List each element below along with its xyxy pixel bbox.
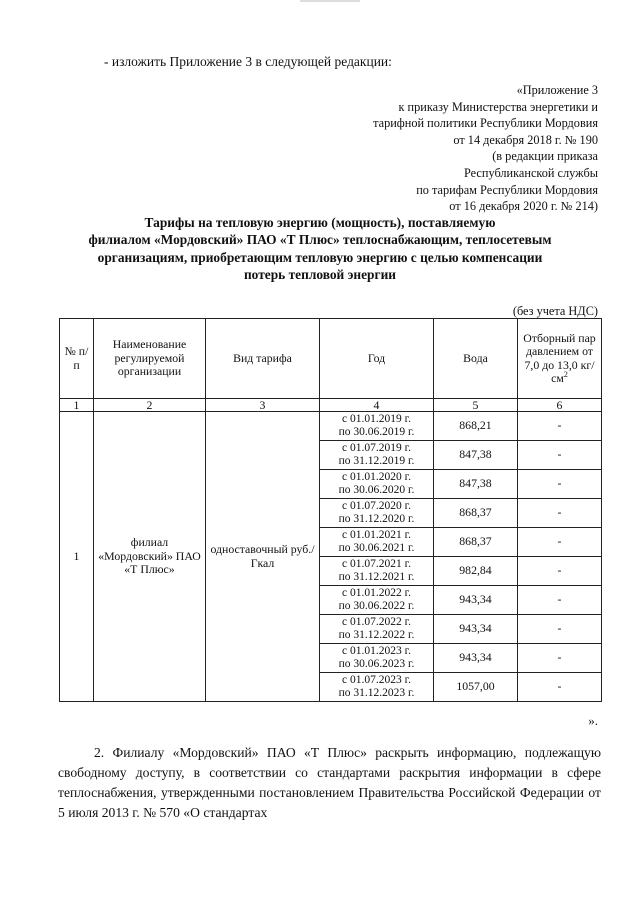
period-to: по 31.12.2022 г. [338, 629, 415, 641]
steam-tariff: - [518, 499, 602, 528]
approval-line: тарифной политики Республики Мордовия [373, 116, 598, 131]
header-water: Вода [434, 319, 518, 399]
header-num: № п/п [60, 319, 94, 399]
period-cell [320, 644, 434, 673]
column-number: 1 [60, 399, 94, 412]
period-from: с 01.07.2019 г. [342, 441, 411, 454]
page-top-mark [300, 0, 360, 2]
period-to: по 30.06.2021 г. [338, 542, 415, 554]
water-tariff: 982,84 [434, 557, 518, 586]
water-tariff: 847,38 [434, 470, 518, 499]
approval-line: по тарифам Республики Мордовия [416, 182, 598, 197]
period-cell [320, 441, 434, 470]
period-from: с 01.07.2022 г. [342, 615, 411, 628]
period-cell [320, 557, 434, 586]
org-name: филиал «Мордовский» ПАО «Т Плюс» [94, 412, 206, 702]
water-tariff: 868,21 [434, 412, 518, 441]
column-number: 2 [94, 399, 206, 412]
steam-tariff: - [518, 586, 602, 615]
steam-tariff: - [518, 441, 602, 470]
paragraph-2: 2. Филиалу «Мордовский» ПАО «Т Плюс» раскрыть информацию, подлежащую свободному доступу, в соответствии со стандартами раскрытия информации в сфере теплоснабжения, утвержденными постановлением Правительства Российской Федерации от 5 июля 2013 г. № 570 «О стандартах [58, 745, 601, 820]
table-row [60, 412, 602, 441]
period-from: с 01.07.2020 г. [342, 499, 411, 512]
steam-tariff: - [518, 615, 602, 644]
period-cell [320, 528, 434, 557]
approval-line: Республиканской службы [463, 165, 598, 180]
column-number: 4 [320, 399, 434, 412]
appendix-approval-block [373, 82, 598, 215]
period-cell [320, 499, 434, 528]
tariff-type: одноставочный руб./Гкал [206, 412, 320, 702]
approval-line: «Приложение 3 [516, 83, 598, 97]
period-from: с 01.07.2021 г. [342, 557, 411, 570]
period-from: с 01.07.2023 г. [342, 673, 411, 686]
column-number: 3 [206, 399, 320, 412]
period-from: с 01.01.2023 г. [342, 644, 411, 657]
period-cell [320, 673, 434, 702]
header-steam [518, 319, 602, 399]
period-to: по 30.06.2020 г. [338, 484, 415, 496]
water-tariff: 868,37 [434, 528, 518, 557]
vat-note: (без учета НДС) [512, 304, 598, 318]
steam-tariff: - [518, 644, 602, 673]
period-to: по 31.12.2023 г. [338, 687, 415, 699]
period-to: по 31.12.2020 г. [338, 513, 415, 525]
period-from: с 01.01.2019 г. [342, 412, 411, 425]
tariff-table [59, 318, 602, 702]
period-from: с 01.01.2020 г. [342, 470, 411, 483]
period-from: с 01.01.2021 г. [342, 528, 411, 541]
approval-line: от 14 декабря 2018 г. № 190 [453, 132, 598, 147]
period-to: по 31.12.2021 г. [338, 571, 415, 583]
steam-tariff: - [518, 528, 602, 557]
amendment-intro: - изложить Приложение 3 в следующей редакции: [104, 54, 392, 69]
steam-tariff: - [518, 557, 602, 586]
steam-tariff: - [518, 673, 602, 702]
title-line: Тарифы на тепловую энергию (мощность), поставляемую [144, 215, 496, 230]
water-tariff: 1057,00 [434, 673, 518, 702]
column-number: 5 [434, 399, 518, 412]
column-number: 6 [518, 399, 602, 412]
period-from: с 01.01.2022 г. [342, 586, 411, 599]
header-steam-sup: 2 [563, 369, 568, 379]
period-cell [320, 470, 434, 499]
approval-line: (в редакции приказа [492, 149, 598, 164]
period-to: по 30.06.2019 г. [338, 426, 415, 438]
approval-line: к приказу Министерства энергетики и [398, 99, 598, 114]
steam-tariff: - [518, 470, 602, 499]
tariff-table-body [60, 412, 602, 702]
header-org: Наименование регулируемой организации [94, 319, 206, 399]
title-line: организациям, приобретающим тепловую энергию с целью компенсации [97, 249, 543, 265]
header-steam-text: Отборный пар давлением от 7,0 до 13,0 кг/см [523, 330, 596, 385]
period-cell [320, 615, 434, 644]
period-cell [320, 412, 434, 441]
period-to: по 30.06.2023 г. [338, 658, 415, 670]
header-year: Год [320, 319, 434, 399]
title-line: потерь тепловой энергии [243, 267, 397, 283]
closing-quote: ». [588, 713, 598, 728]
document-title [40, 214, 600, 284]
period-to: по 31.12.2019 г. [338, 455, 415, 467]
title-line: филиалом «Мордовский» ПАО «Т Плюс» теплоснабжающим, теплосетевым [88, 232, 552, 248]
approval-line: от 16 декабря 2020 г. № 214) [449, 199, 598, 214]
water-tariff: 868,37 [434, 499, 518, 528]
water-tariff: 943,34 [434, 586, 518, 615]
steam-tariff: - [518, 412, 602, 441]
water-tariff: 943,34 [434, 644, 518, 673]
period-cell [320, 586, 434, 615]
header-tariff-type: Вид тарифа [206, 319, 320, 399]
water-tariff: 943,34 [434, 615, 518, 644]
water-tariff: 847,38 [434, 441, 518, 470]
period-to: по 30.06.2022 г. [338, 600, 415, 612]
row-number: 1 [60, 412, 94, 702]
